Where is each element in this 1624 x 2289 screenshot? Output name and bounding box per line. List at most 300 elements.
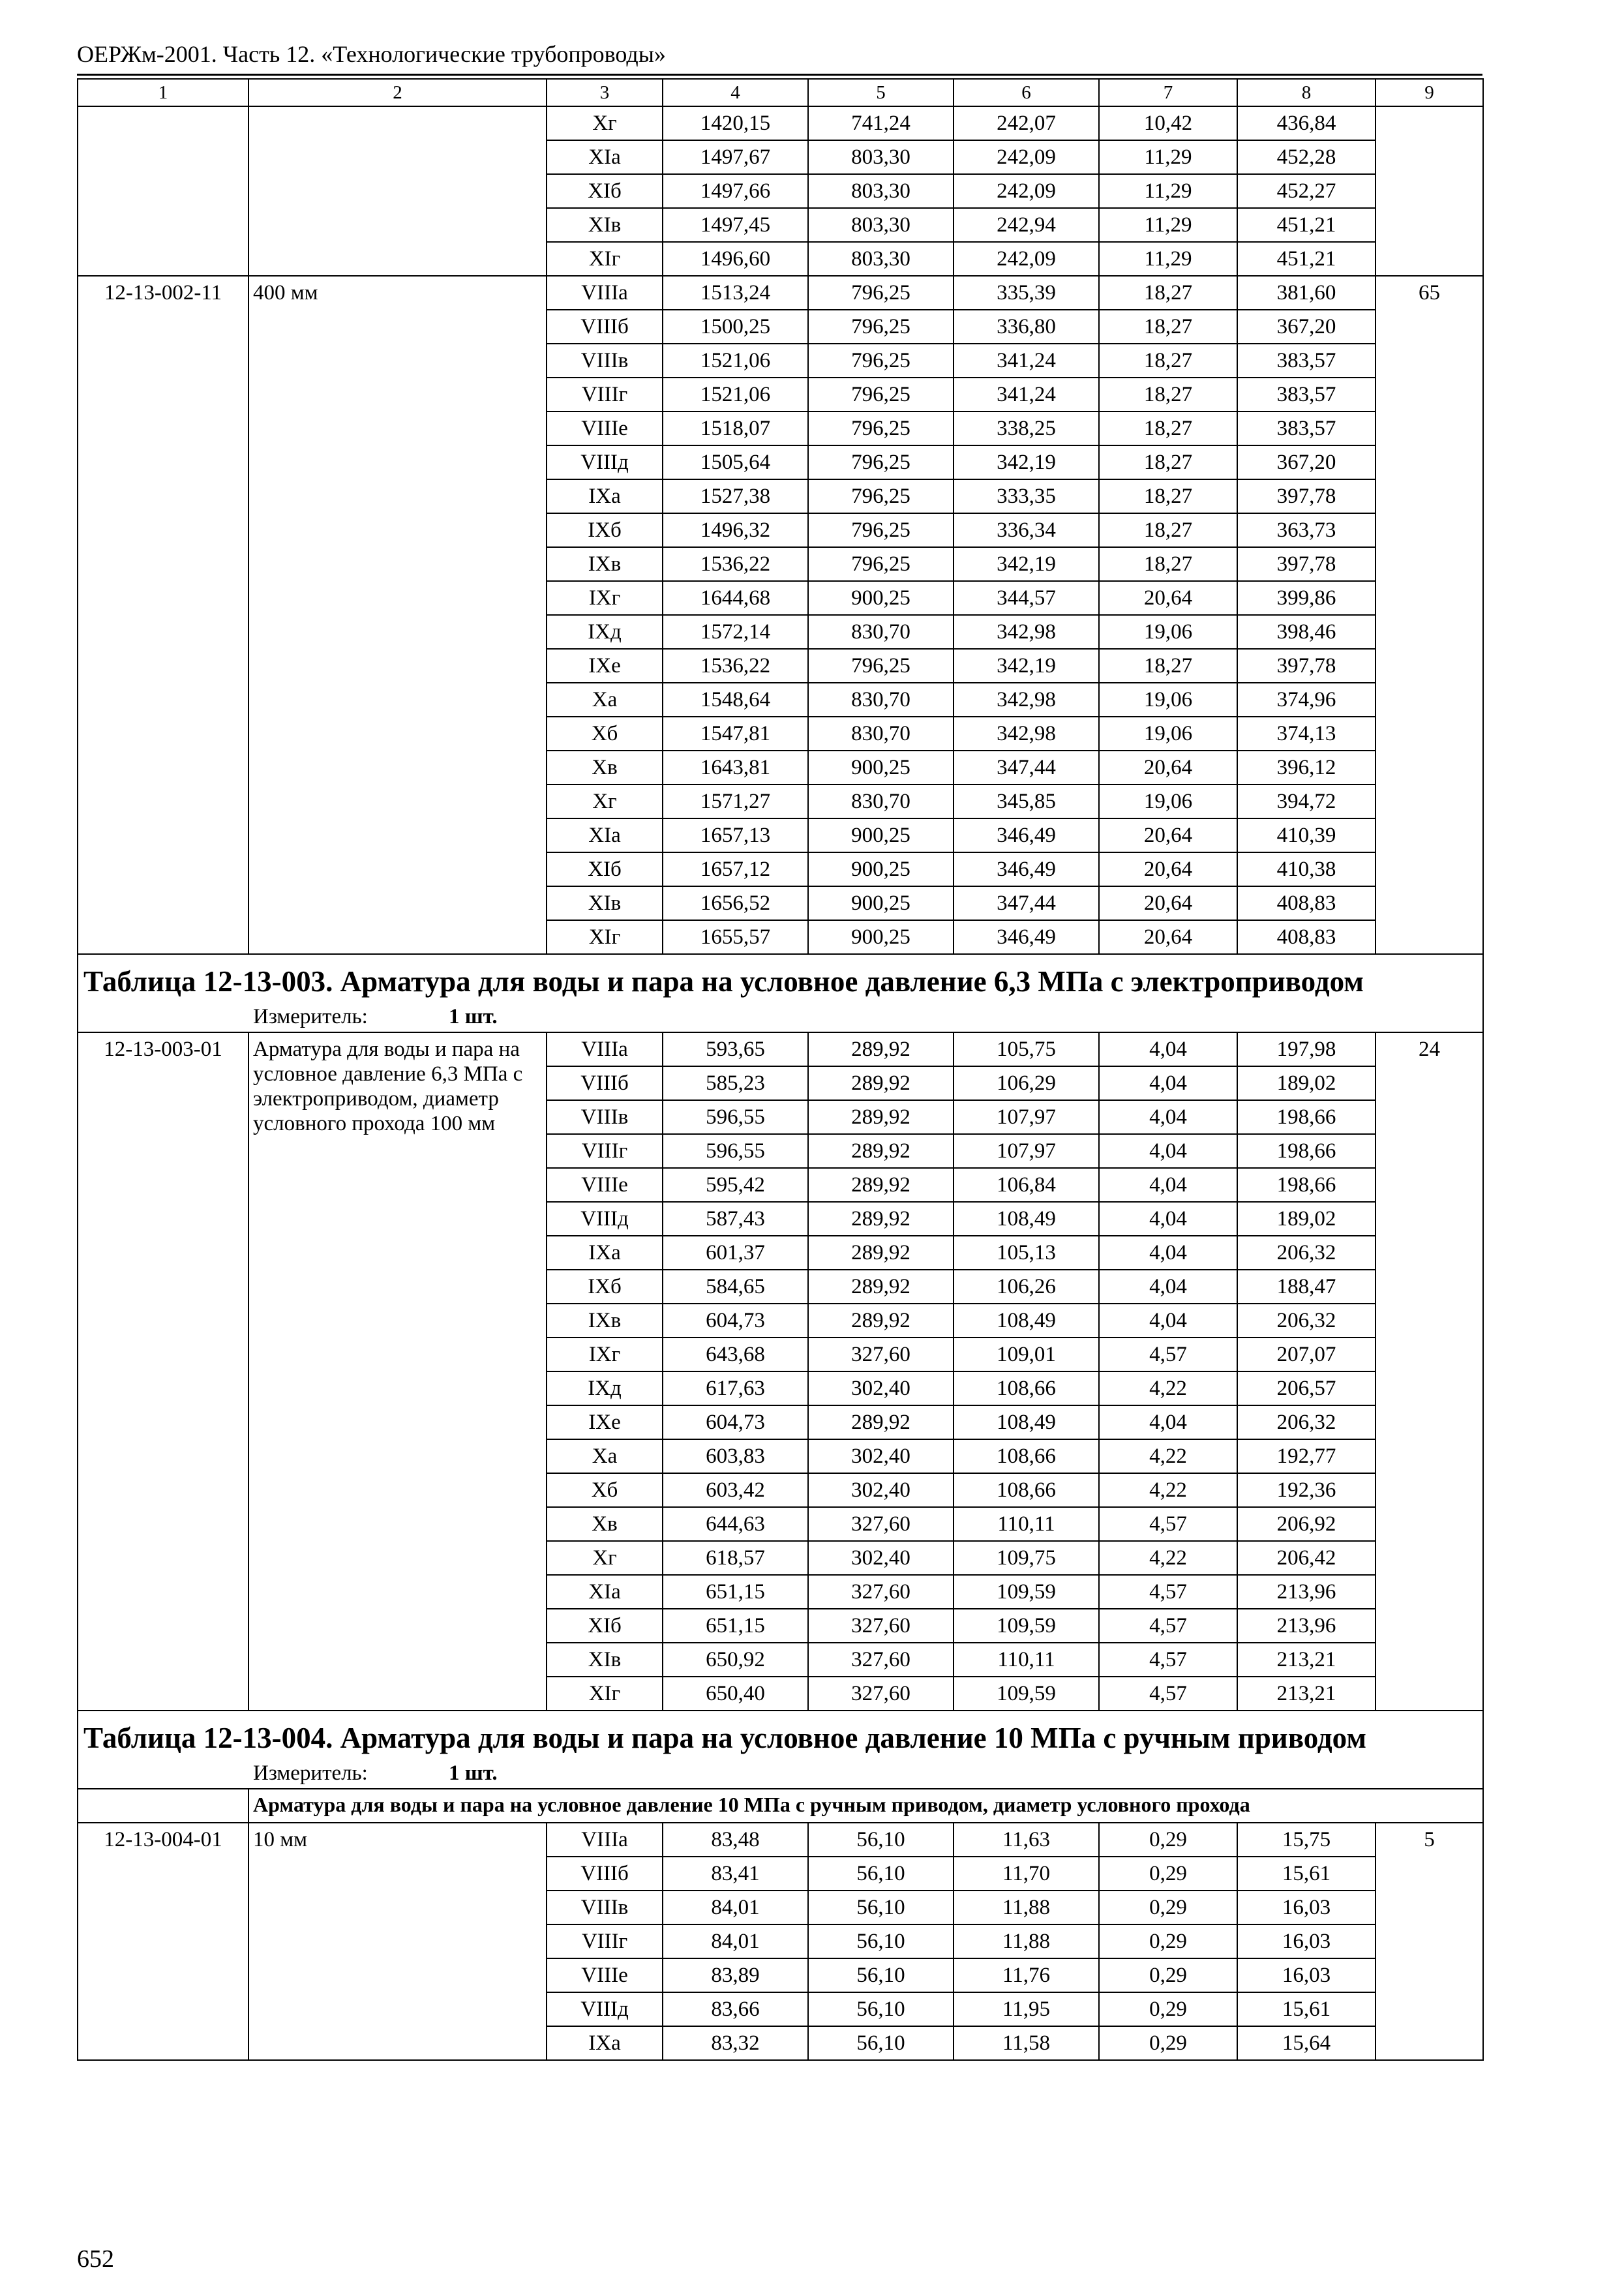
column-number: 3 <box>547 79 663 106</box>
table-cell: 617,63 <box>663 1371 808 1405</box>
table-cell: 603,83 <box>663 1439 808 1473</box>
column-number: 4 <box>663 79 808 106</box>
table-cell: 108,49 <box>954 1304 1099 1338</box>
table-cell: VIIIб <box>547 310 663 344</box>
table-cell: 108,49 <box>954 1202 1099 1236</box>
table-cell: 4,04 <box>1099 1270 1237 1304</box>
table-cell: 367,20 <box>1237 310 1376 344</box>
table-cell: 593,65 <box>663 1032 808 1066</box>
table-cell: IXе <box>547 1405 663 1439</box>
table-cell: 11,76 <box>954 1958 1099 1992</box>
table-cell: 1505,64 <box>663 445 808 479</box>
table-cell: 796,25 <box>808 649 954 683</box>
table-cell: 341,24 <box>954 344 1099 378</box>
table-cell: IXа <box>547 1236 663 1270</box>
table-cell: XIв <box>547 1643 663 1677</box>
table-cell: 289,92 <box>808 1032 954 1066</box>
table-cell: 451,21 <box>1237 242 1376 276</box>
table-cell: Xг <box>547 106 663 140</box>
table-title-cell <box>78 1711 1483 1758</box>
table-cell: IXб <box>547 1270 663 1304</box>
table-cell: 289,92 <box>808 1100 954 1134</box>
table-cell: 327,60 <box>808 1643 954 1677</box>
table-cell: 11,70 <box>954 1857 1099 1891</box>
table-cell: 18,27 <box>1099 276 1237 310</box>
table-cell: VIIIг <box>547 1924 663 1958</box>
table-cell: 803,30 <box>808 140 954 174</box>
table-cell: 84,01 <box>663 1891 808 1924</box>
table-cell: 11,88 <box>954 1924 1099 1958</box>
table-cell: 342,98 <box>954 717 1099 751</box>
table-cell: 108,66 <box>954 1439 1099 1473</box>
table-cell: IXд <box>547 615 663 649</box>
table-cell: 1497,45 <box>663 208 808 242</box>
table-cell: 741,24 <box>808 106 954 140</box>
table-cell: 192,36 <box>1237 1473 1376 1507</box>
table-cell: 4,22 <box>1099 1473 1237 1507</box>
table-cell: 20,64 <box>1099 886 1237 920</box>
table-cell: 644,63 <box>663 1507 808 1541</box>
table-cell: 18,27 <box>1099 310 1237 344</box>
table-row <box>78 1823 1483 1857</box>
table-cell: 192,77 <box>1237 1439 1376 1473</box>
table-cell: 900,25 <box>808 818 954 852</box>
table-cell: Xа <box>547 1439 663 1473</box>
table-cell: 16,03 <box>1237 1924 1376 1958</box>
table-cell: 18,27 <box>1099 344 1237 378</box>
table-cell: 618,57 <box>663 1541 808 1575</box>
table-cell: 1655,57 <box>663 920 808 954</box>
table-cell: 342,19 <box>954 445 1099 479</box>
unit-row <box>78 1002 1483 1032</box>
table-cell: 796,25 <box>808 310 954 344</box>
table-cell: 1497,67 <box>663 140 808 174</box>
table-cell: 0,29 <box>1099 1857 1237 1891</box>
table-cell: 15,64 <box>1237 2026 1376 2060</box>
table-cell: 374,96 <box>1237 683 1376 717</box>
table-cell: 342,98 <box>954 683 1099 717</box>
table-cell: 1536,22 <box>663 547 808 581</box>
table-cell: 333,35 <box>954 479 1099 513</box>
table-cell: VIIIа <box>547 1823 663 1857</box>
table-cell: 1547,81 <box>663 717 808 751</box>
table-cell: 396,12 <box>1237 751 1376 785</box>
table-cell: 83,41 <box>663 1857 808 1891</box>
table-cell: 410,38 <box>1237 852 1376 886</box>
table-cell: 1420,15 <box>663 106 808 140</box>
table-cell: 452,27 <box>1237 174 1376 208</box>
table-cell: 18,27 <box>1099 411 1237 445</box>
table-cell: XIг <box>547 242 663 276</box>
unit-row <box>78 1758 1483 1789</box>
table-cell: 900,25 <box>808 920 954 954</box>
table-cell: 4,04 <box>1099 1405 1237 1439</box>
table-cell: VIIIб <box>547 1857 663 1891</box>
table-cell: XIв <box>547 208 663 242</box>
table-cell: 105,75 <box>954 1032 1099 1066</box>
table-cell: 0,29 <box>1099 2026 1237 2060</box>
table-cell: Xа <box>547 683 663 717</box>
item-col9: 65 <box>1376 276 1483 954</box>
table-cell: 206,42 <box>1237 1541 1376 1575</box>
table-cell: 830,70 <box>808 785 954 818</box>
table-cell: 242,07 <box>954 106 1099 140</box>
table-cell: 650,40 <box>663 1677 808 1711</box>
table-cell: 20,64 <box>1099 852 1237 886</box>
table-cell: 397,78 <box>1237 547 1376 581</box>
table-cell: 803,30 <box>808 242 954 276</box>
table-cell: 341,24 <box>954 378 1099 411</box>
table-cell: 4,04 <box>1099 1066 1237 1100</box>
table-cell: 20,64 <box>1099 818 1237 852</box>
table-cell: 0,29 <box>1099 1992 1237 2026</box>
table-cell: 796,25 <box>808 344 954 378</box>
table-cell: 398,46 <box>1237 615 1376 649</box>
table-cell: 289,92 <box>808 1236 954 1270</box>
table-cell: 1527,38 <box>663 479 808 513</box>
table-cell: 830,70 <box>808 717 954 751</box>
table-cell: 198,66 <box>1237 1168 1376 1202</box>
table-cell: 302,40 <box>808 1371 954 1405</box>
table-cell: 189,02 <box>1237 1202 1376 1236</box>
table-cell: 408,83 <box>1237 920 1376 954</box>
table-cell: 110,11 <box>954 1643 1099 1677</box>
table-cell: 830,70 <box>808 683 954 717</box>
column-number: 9 <box>1376 79 1483 106</box>
table-cell: VIIIд <box>547 445 663 479</box>
table-cell: 19,06 <box>1099 683 1237 717</box>
column-number: 7 <box>1099 79 1237 106</box>
table-cell: 198,66 <box>1237 1100 1376 1134</box>
table-cell: VIIIе <box>547 1958 663 1992</box>
table-cell: 83,48 <box>663 1823 808 1857</box>
table-title-row <box>78 1711 1483 1758</box>
table-cell: 604,73 <box>663 1304 808 1338</box>
table-cell: 18,27 <box>1099 547 1237 581</box>
table-cell: 4,57 <box>1099 1643 1237 1677</box>
table-cell: 242,09 <box>954 174 1099 208</box>
table-cell: 394,72 <box>1237 785 1376 818</box>
table-cell: 198,66 <box>1237 1134 1376 1168</box>
table-cell: 327,60 <box>808 1575 954 1609</box>
table-row <box>78 106 1483 140</box>
table-cell: 374,13 <box>1237 717 1376 751</box>
column-number-row <box>78 79 1483 106</box>
table-cell: 4,22 <box>1099 1371 1237 1405</box>
table-cell: 803,30 <box>808 208 954 242</box>
item-col9: 24 <box>1376 1032 1483 1711</box>
table-cell: 4,04 <box>1099 1236 1237 1270</box>
table-cell: 643,68 <box>663 1338 808 1371</box>
table-cell: VIIIе <box>547 411 663 445</box>
table-cell: 327,60 <box>808 1609 954 1643</box>
table-cell: 16,03 <box>1237 1958 1376 1992</box>
table-cell: 830,70 <box>808 615 954 649</box>
table-title: Таблица 12-13-004. Арматура для воды и пара на условное давление 10 МПа с ручным приводом <box>83 1722 1366 1754</box>
table-cell: 601,37 <box>663 1236 808 1270</box>
section-header-row <box>78 1789 1483 1823</box>
table-cell: 796,25 <box>808 276 954 310</box>
table-cell: 0,29 <box>1099 1891 1237 1924</box>
table-cell: 197,98 <box>1237 1032 1376 1066</box>
table-cell: 15,75 <box>1237 1823 1376 1857</box>
table-cell: 206,92 <box>1237 1507 1376 1541</box>
table-cell: XIа <box>547 140 663 174</box>
table-cell: 587,43 <box>663 1202 808 1236</box>
table-cell: 56,10 <box>808 1891 954 1924</box>
table-cell: 346,49 <box>954 920 1099 954</box>
table-cell: 11,88 <box>954 1891 1099 1924</box>
table-cell: 4,04 <box>1099 1168 1237 1202</box>
table-cell: 206,32 <box>1237 1405 1376 1439</box>
table-cell: 289,92 <box>808 1066 954 1100</box>
table-cell: 19,06 <box>1099 615 1237 649</box>
table-cell: 109,59 <box>954 1609 1099 1643</box>
unit-value: 1 шт. <box>449 1005 498 1028</box>
table-cell: 18,27 <box>1099 445 1237 479</box>
table-cell: 302,40 <box>808 1439 954 1473</box>
table-cell: 346,49 <box>954 818 1099 852</box>
table-cell: 595,42 <box>663 1168 808 1202</box>
item-code: 12-13-004-01 <box>78 1823 248 2060</box>
unit-cell <box>78 1758 1483 1789</box>
table-cell: 56,10 <box>808 1924 954 1958</box>
table-cell: 383,57 <box>1237 378 1376 411</box>
table-cell: 106,26 <box>954 1270 1099 1304</box>
table-cell: 327,60 <box>808 1507 954 1541</box>
table-cell: XIб <box>547 174 663 208</box>
item-col9: 5 <box>1376 1823 1483 2060</box>
table-cell: 207,07 <box>1237 1338 1376 1371</box>
table-cell: 56,10 <box>808 2026 954 2060</box>
table-cell: 10,42 <box>1099 106 1237 140</box>
table-cell: 4,57 <box>1099 1338 1237 1371</box>
table-cell: 206,32 <box>1237 1304 1376 1338</box>
table-cell: 1496,60 <box>663 242 808 276</box>
table-cell: 451,21 <box>1237 208 1376 242</box>
table-cell: 109,01 <box>954 1338 1099 1371</box>
table-cell: 4,04 <box>1099 1100 1237 1134</box>
table-cell: VIIIе <box>547 1168 663 1202</box>
table-cell: 107,97 <box>954 1134 1099 1168</box>
table-cell: 342,98 <box>954 615 1099 649</box>
table-cell: VIIIа <box>547 276 663 310</box>
table-cell: 796,25 <box>808 479 954 513</box>
table-cell: 335,39 <box>954 276 1099 310</box>
table-cell: Xб <box>547 717 663 751</box>
unit-label: Измеритель: <box>253 1761 368 1785</box>
section-header: Арматура для воды и пара на условное давление 10 МПа с ручным приводом, диаметр условного прохода <box>248 1789 1483 1823</box>
table-cell: 242,09 <box>954 140 1099 174</box>
table-cell: 213,96 <box>1237 1575 1376 1609</box>
table-cell: Xг <box>547 785 663 818</box>
table-cell: 4,22 <box>1099 1439 1237 1473</box>
table-title-cell <box>78 954 1483 1002</box>
table-cell: 242,09 <box>954 242 1099 276</box>
table-cell: 108,66 <box>954 1371 1099 1405</box>
table-cell: IXе <box>547 649 663 683</box>
table-cell: 18,27 <box>1099 649 1237 683</box>
table-cell: 346,49 <box>954 852 1099 886</box>
table-cell: Xв <box>547 751 663 785</box>
table-cell: 408,83 <box>1237 886 1376 920</box>
table-cell: 397,78 <box>1237 479 1376 513</box>
table-cell: 347,44 <box>954 886 1099 920</box>
table-cell: VIIIв <box>547 1100 663 1134</box>
column-number: 1 <box>78 79 248 106</box>
table-cell: 327,60 <box>808 1677 954 1711</box>
header-divider <box>77 74 1482 76</box>
table-cell: 900,25 <box>808 751 954 785</box>
table-cell: 1518,07 <box>663 411 808 445</box>
item-col9 <box>1376 106 1483 276</box>
rates-table-body <box>78 79 1483 2060</box>
table-cell: VIIIб <box>547 1066 663 1100</box>
table-cell: 584,65 <box>663 1270 808 1304</box>
table-cell: 327,60 <box>808 1338 954 1371</box>
table-cell: 381,60 <box>1237 276 1376 310</box>
table-cell: XIб <box>547 1609 663 1643</box>
table-cell: 1643,81 <box>663 751 808 785</box>
table-cell: 596,55 <box>663 1100 808 1134</box>
table-cell: 11,58 <box>954 2026 1099 2060</box>
table-cell: 289,92 <box>808 1168 954 1202</box>
table-cell: 4,57 <box>1099 1609 1237 1643</box>
table-cell: 0,29 <box>1099 1823 1237 1857</box>
table-cell: 15,61 <box>1237 1857 1376 1891</box>
table-cell: 1536,22 <box>663 649 808 683</box>
table-cell: 796,25 <box>808 513 954 547</box>
table-cell: 56,10 <box>808 1992 954 2026</box>
table-cell: 289,92 <box>808 1405 954 1439</box>
table-cell: 242,94 <box>954 208 1099 242</box>
item-name: 10 мм <box>248 1823 547 2060</box>
table-cell: XIб <box>547 852 663 886</box>
table-cell: VIIIв <box>547 344 663 378</box>
table-cell: 108,66 <box>954 1473 1099 1507</box>
table-title: Таблица 12-13-003. Арматура для воды и пара на условное давление 6,3 МПа с электроприводом <box>83 965 1364 998</box>
table-cell: 109,59 <box>954 1677 1099 1711</box>
table-cell: 84,01 <box>663 1924 808 1958</box>
table-cell: 603,42 <box>663 1473 808 1507</box>
column-number: 8 <box>1237 79 1376 106</box>
table-cell: 436,84 <box>1237 106 1376 140</box>
table-cell: 397,78 <box>1237 649 1376 683</box>
table-cell: 83,32 <box>663 2026 808 2060</box>
table-cell: 206,57 <box>1237 1371 1376 1405</box>
table-cell: VIIIд <box>547 1202 663 1236</box>
table-cell: 585,23 <box>663 1066 808 1100</box>
table-cell: 4,04 <box>1099 1032 1237 1066</box>
table-cell: VIIIг <box>547 1134 663 1168</box>
table-cell: 83,89 <box>663 1958 808 1992</box>
table-cell: 213,96 <box>1237 1609 1376 1643</box>
table-cell: XIа <box>547 818 663 852</box>
table-cell: 109,75 <box>954 1541 1099 1575</box>
table-cell: 383,57 <box>1237 344 1376 378</box>
table-cell: 4,04 <box>1099 1202 1237 1236</box>
table-cell: 213,21 <box>1237 1677 1376 1711</box>
table-cell: 796,25 <box>808 411 954 445</box>
table-cell: IXв <box>547 547 663 581</box>
table-cell: VIIIа <box>547 1032 663 1066</box>
item-code: 12-13-003-01 <box>78 1032 248 1711</box>
section-header-spacer <box>78 1789 248 1823</box>
table-cell: 18,27 <box>1099 378 1237 411</box>
table-cell: 650,92 <box>663 1643 808 1677</box>
table-cell: 367,20 <box>1237 445 1376 479</box>
table-cell: 110,11 <box>954 1507 1099 1541</box>
table-cell: 342,19 <box>954 547 1099 581</box>
unit-label: Измеритель: <box>253 1005 368 1028</box>
column-number: 5 <box>808 79 954 106</box>
table-cell: IXа <box>547 479 663 513</box>
table-cell: 15,61 <box>1237 1992 1376 2026</box>
table-cell: 336,34 <box>954 513 1099 547</box>
table-cell: 107,97 <box>954 1100 1099 1134</box>
table-cell: 452,28 <box>1237 140 1376 174</box>
table-cell: 338,25 <box>954 411 1099 445</box>
table-cell: 410,39 <box>1237 818 1376 852</box>
table-cell: 399,86 <box>1237 581 1376 615</box>
table-title-row <box>78 954 1483 1002</box>
table-cell: 1496,32 <box>663 513 808 547</box>
table-cell: VIIIв <box>547 1891 663 1924</box>
table-cell: 11,29 <box>1099 208 1237 242</box>
table-cell: 1500,25 <box>663 310 808 344</box>
table-cell: IXв <box>547 1304 663 1338</box>
table-cell: VIIIг <box>547 378 663 411</box>
item-name: Арматура для воды и пара на условное давление 6,3 МПа с электроприводом, диаметр условного прохода 100 мм <box>248 1032 547 1711</box>
table-cell: 19,06 <box>1099 717 1237 751</box>
unit-value: 1 шт. <box>449 1761 498 1785</box>
table-cell: 302,40 <box>808 1473 954 1507</box>
table-cell: 1644,68 <box>663 581 808 615</box>
table-cell: IXб <box>547 513 663 547</box>
table-cell: 11,95 <box>954 1992 1099 2026</box>
table-cell: 796,25 <box>808 445 954 479</box>
unit-cell <box>78 1002 1483 1032</box>
table-cell: 342,19 <box>954 649 1099 683</box>
table-cell: IXд <box>547 1371 663 1405</box>
table-cell: 11,29 <box>1099 174 1237 208</box>
table-cell: 1497,66 <box>663 174 808 208</box>
table-cell: 109,59 <box>954 1575 1099 1609</box>
table-cell: 4,57 <box>1099 1507 1237 1541</box>
table-cell: 651,15 <box>663 1609 808 1643</box>
table-cell: 289,92 <box>808 1202 954 1236</box>
table-cell: 900,25 <box>808 886 954 920</box>
table-row <box>78 1032 1483 1066</box>
table-cell: 604,73 <box>663 1405 808 1439</box>
table-cell: 4,04 <box>1099 1134 1237 1168</box>
table-cell: 18,27 <box>1099 479 1237 513</box>
table-cell: 106,29 <box>954 1066 1099 1100</box>
table-cell: 651,15 <box>663 1575 808 1609</box>
table-cell: 105,13 <box>954 1236 1099 1270</box>
table-cell: 900,25 <box>808 852 954 886</box>
rates-table <box>77 78 1484 2061</box>
table-cell: 1572,14 <box>663 615 808 649</box>
item-name: 400 мм <box>248 276 547 954</box>
table-cell: 4,57 <box>1099 1575 1237 1609</box>
table-cell: 289,92 <box>808 1270 954 1304</box>
table-cell: IXа <box>547 2026 663 2060</box>
table-cell: 796,25 <box>808 378 954 411</box>
table-cell: 1571,27 <box>663 785 808 818</box>
table-cell: 11,63 <box>954 1823 1099 1857</box>
table-cell: 0,29 <box>1099 1924 1237 1958</box>
